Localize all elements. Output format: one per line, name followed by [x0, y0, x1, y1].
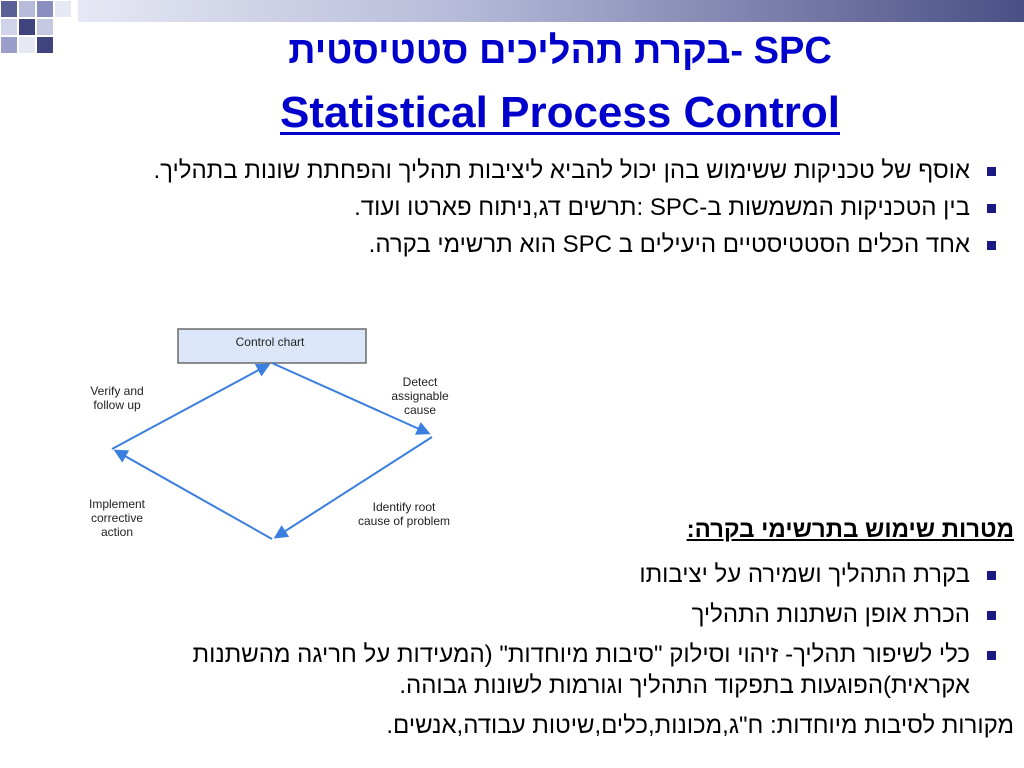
list-item: בין הטכניקות המשמשות ב-SPC :תרשים דג,ניתוח פארטו ועוד. [84, 192, 1004, 223]
square-bullet-icon [987, 611, 996, 620]
label-detect-cause: Detect assignable cause [391, 375, 449, 417]
list-item: אחד הכלים הסטטיסטיים היעילים ב SPC הוא תרשימי בקרה. [84, 229, 1004, 260]
list-item: בקרת התהליך ושמירה על יציבותו [44, 559, 1004, 590]
square-bullet-icon [987, 651, 996, 660]
slide-title-hebrew: SPC -בקרת תהליכים סטטיסטית [288, 30, 832, 72]
square-bullet-icon [987, 571, 996, 580]
list-item: אוסף של טכניקות ששימוש בהן יכול להביא ליציבות תהליך והפחתת שונות בתהליך. [84, 155, 1004, 186]
label-implement-action: Implement corrective action [88, 497, 146, 539]
label-verify-follow-up: Verify and follow up [90, 384, 144, 412]
square-bullet-icon [987, 241, 996, 250]
special-causes-sources: מקורות לסיבות מיוחדות: ח"ג,מכונות,כלים,שיטות עבודה,אנשים. [386, 712, 1014, 739]
label-identify-root-cause: Identify root cause of problem [357, 500, 451, 528]
intro-bullet-list [84, 155, 1004, 266]
list-item: הכרת אופן השתנות התהליך [44, 599, 1004, 630]
top-gradient-bar [78, 0, 1024, 22]
slide-title-english: Statistical Process Control [280, 88, 840, 137]
goals-heading: מטרות שימוש בתרשימי בקרה: [686, 516, 1014, 543]
square-bullet-icon [987, 167, 996, 176]
square-bullet-icon [987, 204, 996, 213]
list-item: כלי לשיפור תהליך- זיהוי וסילוק "סיבות מיוחדות" (המעידות על חריגה מהשתנות אקראית)הפוגעות בתפקוד התהליך וגורמות לשונות גבוהה. [44, 639, 1004, 701]
goals-bullet-list [44, 559, 1004, 710]
label-control-chart: Control chart [235, 335, 305, 349]
corner-decoration [0, 0, 90, 60]
